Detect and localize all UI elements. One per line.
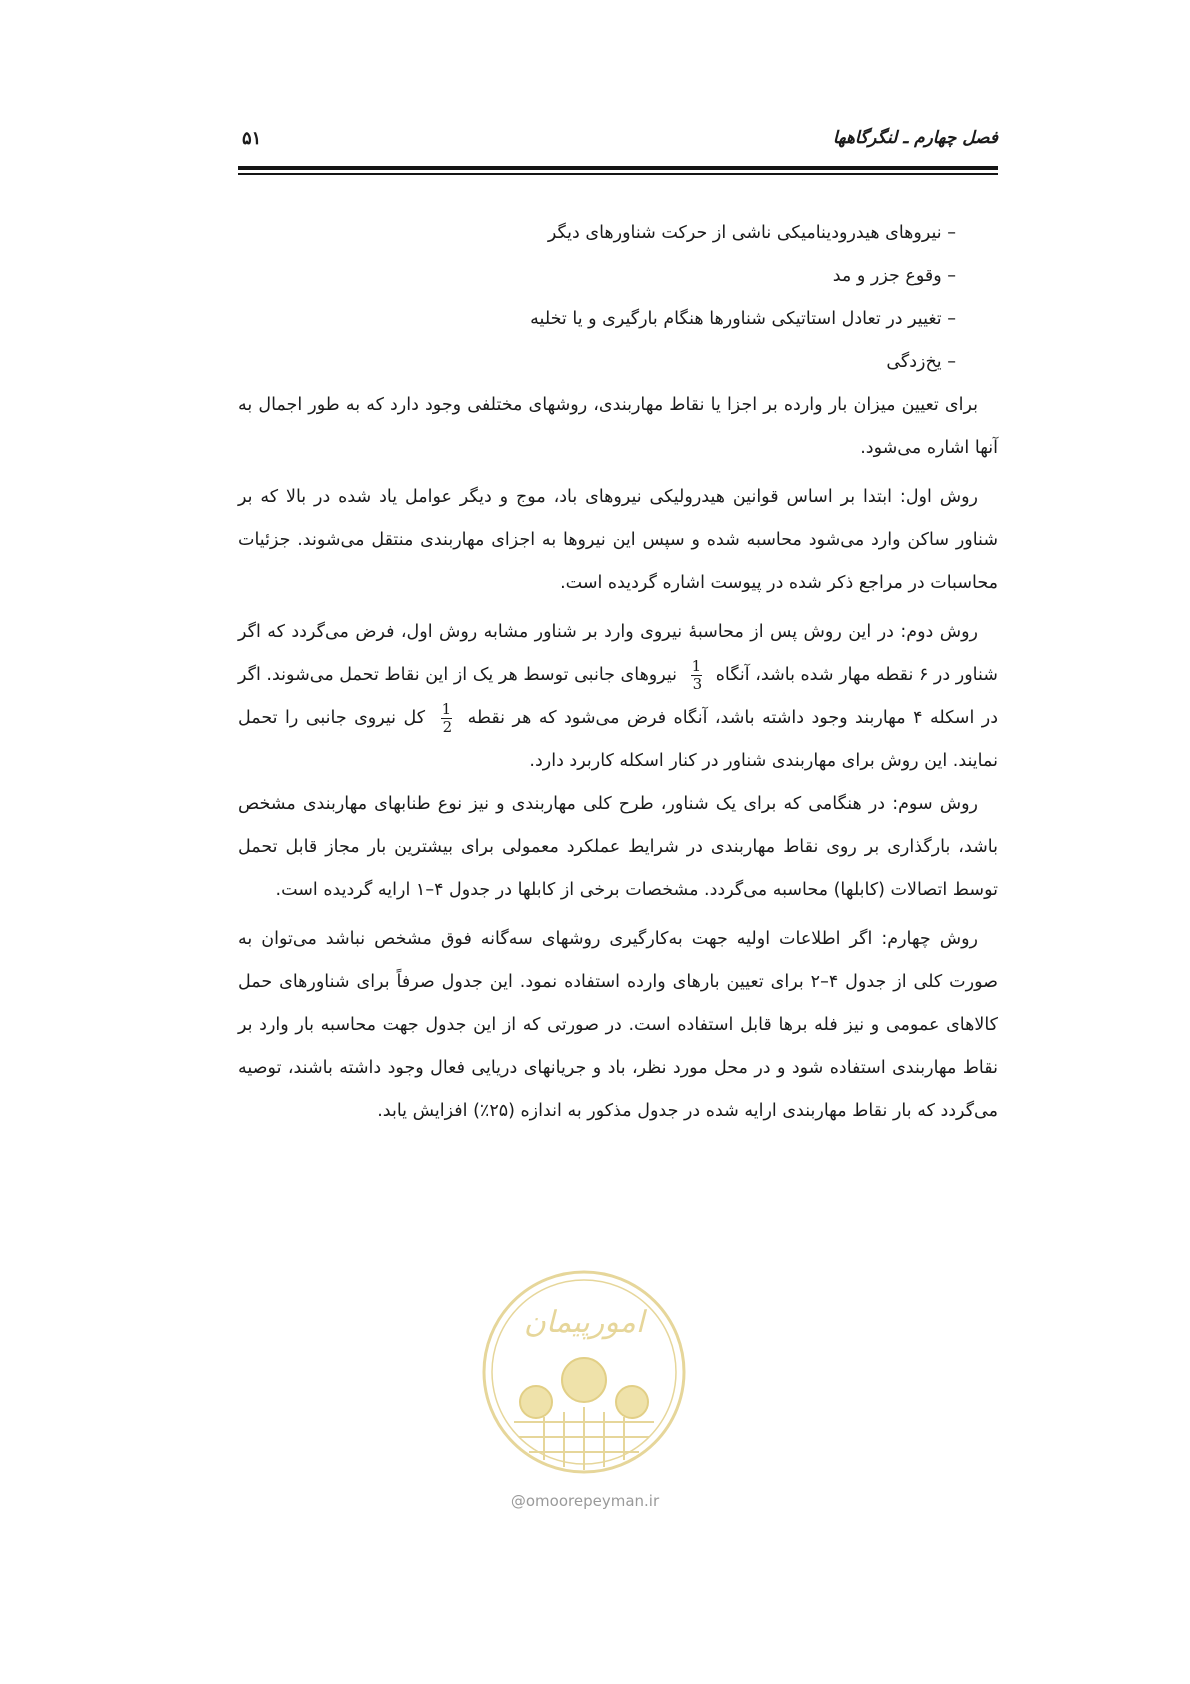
method-4-paragraph: روش چهارم: اگر اطلاعات اولیه جهت به‌کارگیری روشهای سه‌گانه فوق مشخص نباشد می‌توان به صورت کلی از جدول ۴–۲ برای تعیین بارهای وارده استفاده نمود. این جدول صرفاً برای شناورهای حمل کالاهای عمومی و نیز فله برها قابل استفاده است. در صورتی که از این جدول جهت محاسبه بار وارد بر نقاط مهاربندی استفاده شود و در محل مورد نظر، باد و جریانهای دریایی فعال وجود داشته باشند، توصیه می‌گردد که بار نقاط مهاربندی ارایه شده در جدول مذکور به اندازه (۲۵٪) افزایش یابد.	[238, 929, 998, 1121]
chapter-title: فصل چهارم ـ لنگرگاهها	[832, 128, 998, 148]
fraction-numerator: 1	[441, 699, 452, 718]
method-3-paragraph: روش سوم: در هنگامی که برای یک شناور، طرح کلی مهاربندی و نیز نوع طنابهای مهاربندی مشخص باشد، بارگذاری بر روی نقاط مهاربندی در شرایط عملکرد معمولی برای بیشترین بار مجاز قابل تحمل توسط اتصالات (کابلها) محاسبه می‌گردد. مشخصات برخی از کابلها در جدول ۴–۱ ارایه گردیده است.	[238, 794, 998, 900]
page-number: ۵۱	[242, 128, 262, 149]
bullet-item: – یخ‌زدگی	[886, 352, 956, 372]
header-rule-thin	[238, 173, 998, 175]
method-2-text-2: نیروهای جانبی توسط هر یک از این نقاط تحمل می‌شوند. اگر در اسکله ۴ مهاربند وجود داشته باشد، آنگاه فرض می‌شود که هر نقطه	[238, 665, 999, 728]
method-2-text-3: کل نیروی جانبی را تحمل نمایند. این روش برای مهاربندی شناور در کنار اسکله کاربرد دارد.	[238, 708, 998, 771]
bullet-item: – وقوع جزر و مد	[832, 266, 956, 286]
method-2-paragraph	[238, 611, 998, 783]
fraction-numerator: 1	[691, 656, 702, 675]
watermark-logo	[474, 1262, 694, 1482]
bullet-item: – تغییر در تعادل استاتیکی شناورها هنگام بارگیری و یا تخلیه	[530, 309, 956, 329]
watermark-logo-text: امورپیمان	[523, 1305, 645, 1340]
intro-paragraph: برای تعیین میزان بار وارده بر اجزا یا نقاط مهاربندی، روشهای مختلفی وجود دارد که به طور اجمال به آنها اشاره می‌شود.	[238, 395, 998, 458]
watermark-url: @omoorepeyman.ir	[510, 1492, 660, 1510]
page-header	[238, 128, 998, 158]
fraction-one-half	[441, 701, 453, 736]
bullet-item: – نیروهای هیدرودینامیکی ناشی از حرکت شناورهای دیگر	[547, 223, 956, 243]
header-rule-thick	[238, 166, 998, 170]
bullet-list	[238, 212, 998, 384]
fraction-denominator: 3	[692, 674, 703, 693]
fraction-one-third	[691, 658, 703, 693]
fraction-denominator: 2	[442, 717, 453, 736]
body-text	[238, 212, 998, 1133]
method-2-text-1: روش دوم: در این روش پس از محاسبهٔ نیروی وارد بر شناور مشابه روش اول، فرض می‌گردد که اگر شناور در ۶ نقطه مهار شده باشد، آنگاه	[238, 622, 998, 685]
method-1-paragraph: روش اول: ابتدا بر اساس قوانین هیدرولیکی نیروهای باد، موج و دیگر عوامل یاد شده در بالا که بر شناور ساکن وارد می‌شود محاسبه شده و سپس این نیروها به اجزای مهاربندی منتقل می‌شوند. جزئیات محاسبات در مراجع ذکر شده در پیوست اشاره گردیده است.	[238, 487, 998, 593]
